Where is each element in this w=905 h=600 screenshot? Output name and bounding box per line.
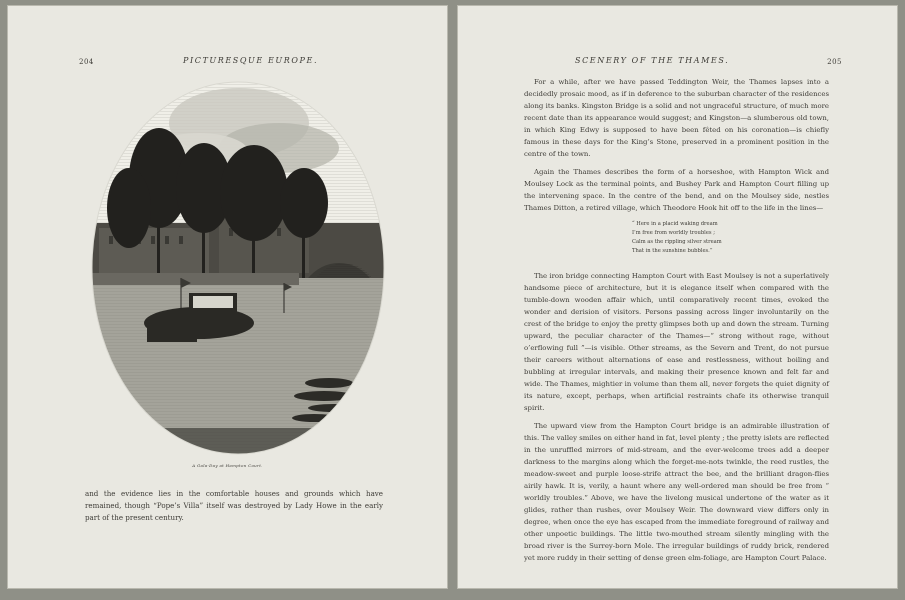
left-page: [7, 5, 448, 589]
page-number-left: 204: [79, 58, 94, 66]
poem-line: That in the sunshine bubbles.”: [632, 248, 713, 254]
engraving-illustration: [89, 78, 387, 458]
paragraph: Again the Thames describes the form of a horseshoe, with Hampton Wick and Moulsey Lock as the terminal points, and Bushey Park and Hampton Court filling up the intervening space. In the centre of the bend, and on the Moulsey side, nestles Thames Ditton, a retired village, which Theodore Hook hit off to the life in the lines—: [524, 168, 829, 212]
paragraph: For a while, after we have passed Teddington Weir, the Thames lapses into a decidedly prosaic mood, as if in deference to the suburban character of the residences along its banks. Kingston Bridge is a solid and not ungraceful structure, of much more recent date than its appearance would suggest; and Kingston—a slumberous old town, in which King Edwy is supposed to have been fêted on his coronation—is chiefly famous in these days for the King’s Stone, preserved in a prominent position in the centre of the town.: [524, 78, 829, 158]
right-page: [457, 5, 898, 589]
running-head-left: PICTURESQUE EUROPE.: [183, 56, 319, 65]
paragraph: The upward view from the Hampton Court bridge is an admirable illustration of this. The valley smiles on either hand in fat, level plenty ; the pretty islets are reflected in the unruffled mirrors of mid-stream, and the ever-welcome trees add a deeper darkness to the margins along which the forget-me-nots twinkle, the reed rustles, the meadow-sweet and purple loose-strife attract the bee, and the brilliant dragon-flies airily hawk. It is, verily, a haunt where any well-ordered man should be free from “ worldly troubles.” Above, we have the livelong musical undertone of the water as it glides, rather than rushes, over Moulsey Weir. The downward view differs only in degree, when once the eye has escaped from the immediate foreground of railway and other unpoetic buildings. The little two-mouthed stream silently mingling with the broad river is the Surrey-born Mole. The irregular buildings of ruddy brick, rendered yet more ruddy in their setting of dense green elm-foliage, are Hampton Court Palace.: [524, 422, 829, 562]
engraving-image: [89, 78, 387, 458]
poem-quotation: [632, 220, 829, 256]
poem-line: I’m free from worldly troubles ;: [632, 230, 715, 236]
page-number-right: 205: [827, 58, 842, 66]
running-head-right: SCENERY OF THE THAMES.: [575, 56, 730, 65]
poem-line: “ Here in a placid waking dream: [632, 221, 718, 227]
paragraph: The iron bridge connecting Hampton Court with East Moulsey is not a superlatively handsome piece of architecture, but it is elegance itself when compared with the tumble-down wooden affair which, until comparatively recent times, evoked the wonder and derision of visitors. Persons passing across linger involuntarily on the crest of the bridge to enjoy the pretty glimpses both up and down the stream. Turning upward, the peculiar character of the Thames—“ strong without rage, without o’erflowing full ”—is visible. Other streams, as the Severn and Trent, do not pursue their careers without alternations of ease and restlessness, without boiling and bubbling at irregular intervals, and making their presence known and felt far and wide. The Thames, mightier in volume than them all, never forgets the quiet dignity of its nature, except, perhaps, when artificial restraints chafe its otherwise tranquil spirit.: [524, 272, 829, 412]
left-page-paragraph: and the evidence lies in the comfortable houses and grounds which have remained, though “Pope’s Villa” itself was destroyed by Lady Howe in the early part of the present century.: [85, 489, 383, 522]
illustration-caption: A Gala-Day at Hampton Court.: [192, 463, 263, 468]
poem-line: Calm as the rippling silver stream: [632, 239, 722, 245]
right-page-body: [524, 76, 829, 570]
